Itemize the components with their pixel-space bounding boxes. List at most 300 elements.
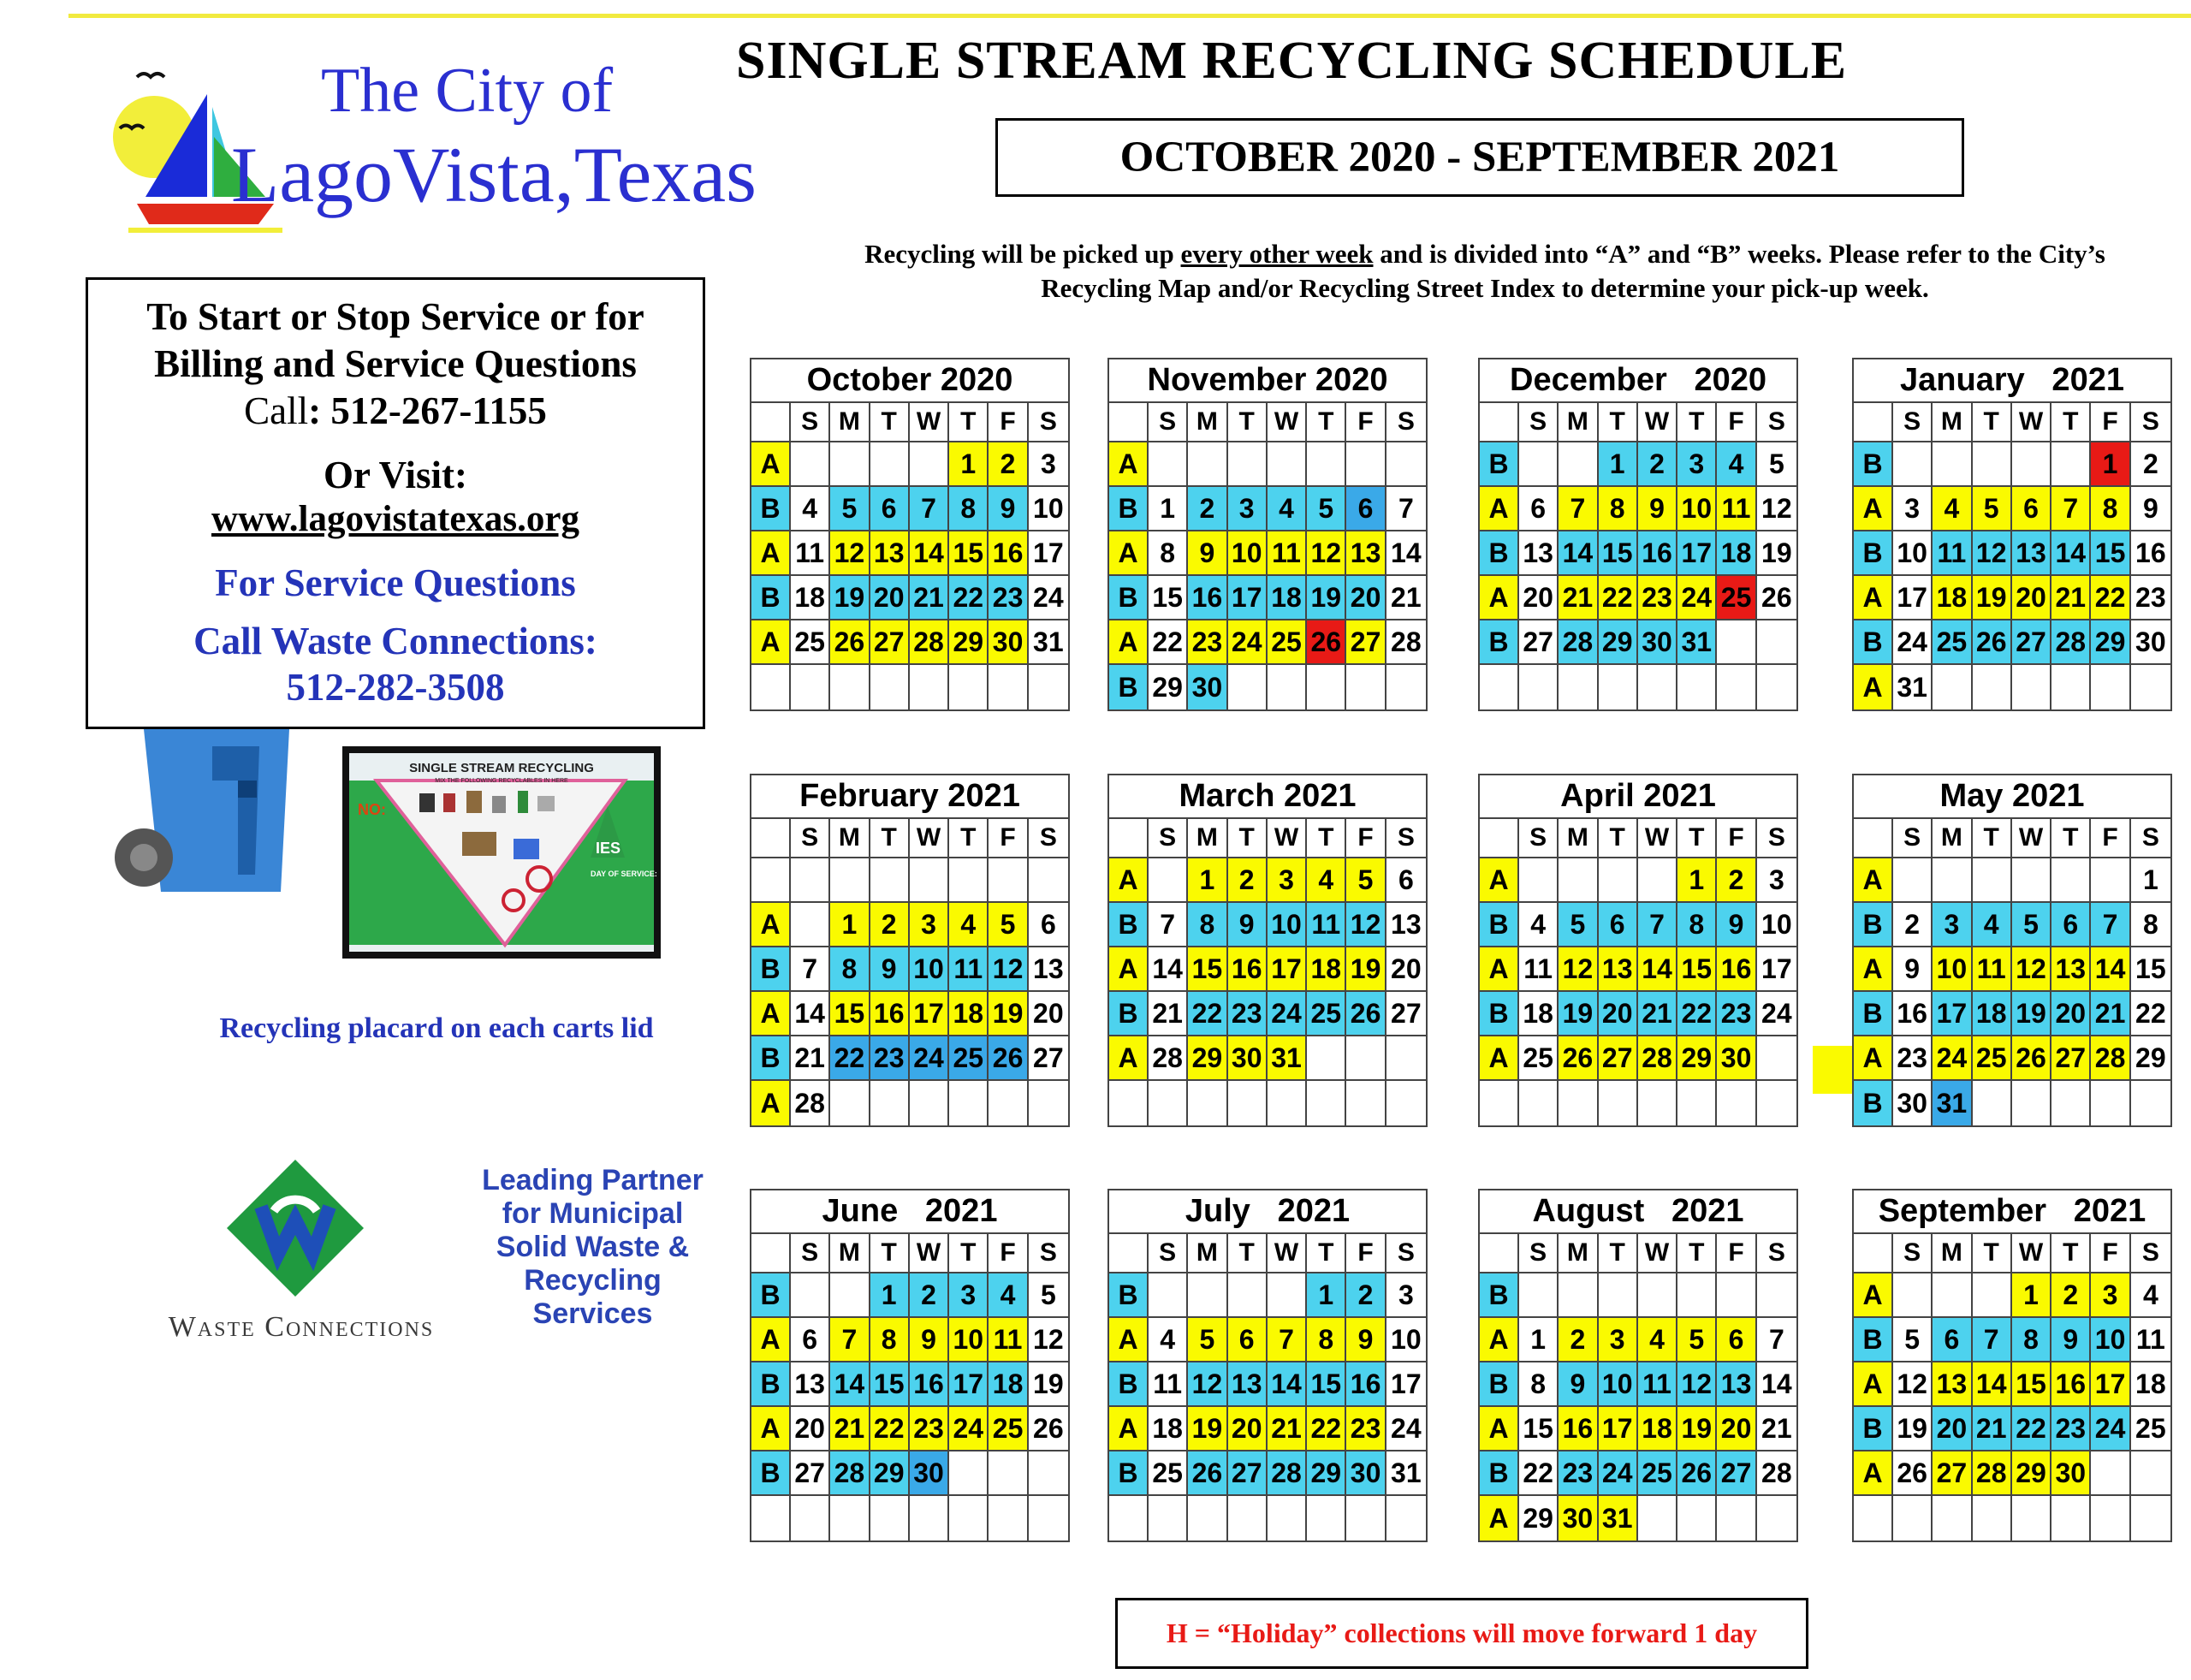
- logo-line1: The City of: [321, 56, 614, 126]
- day-cell: 3: [2091, 1273, 2130, 1318]
- weekday-header: S: [1519, 1234, 1559, 1273]
- day-cell: 31: [1386, 1451, 1426, 1496]
- placard-day-of-service: DAY OF SERVICE:: [591, 870, 657, 878]
- day-cell: [1638, 858, 1677, 903]
- day-cell: 10: [1029, 487, 1068, 531]
- day-cell: 24: [1677, 576, 1717, 620]
- day-cell: 17: [1268, 947, 1307, 992]
- weekday-header: S: [1386, 403, 1426, 442]
- day-cell: 28: [1268, 1451, 1307, 1496]
- day-cell: 3: [1386, 1273, 1426, 1318]
- month-title: October 2020: [751, 359, 1068, 403]
- weekday-header: F: [1717, 403, 1756, 442]
- day-cell: 28: [910, 620, 949, 665]
- week-label: B: [1854, 531, 1893, 576]
- day-cell: 9: [1893, 947, 1933, 992]
- day-cell: [1717, 620, 1756, 665]
- day-cell: 1: [1599, 442, 1638, 487]
- day-cell: [949, 858, 989, 903]
- placard-caption: Recycling placard on each carts lid: [219, 1012, 654, 1044]
- month-title: November 2020: [1109, 359, 1426, 403]
- week-label: B: [1109, 903, 1149, 947]
- day-cell: 15: [2012, 1362, 2051, 1407]
- day-cell: 25: [1933, 620, 1972, 665]
- day-cell: 26: [830, 620, 870, 665]
- waste-connections-logo: [227, 1160, 364, 1297]
- day-cell: [1386, 1496, 1426, 1540]
- day-cell: 23: [1638, 576, 1677, 620]
- day-cell: 6: [2012, 487, 2051, 531]
- day-cell: 17: [1228, 576, 1268, 620]
- week-label: B: [751, 1451, 791, 1496]
- weekday-header: S: [1386, 1234, 1426, 1273]
- day-cell: 16: [1188, 576, 1227, 620]
- weekday-header: T: [1599, 1234, 1638, 1273]
- day-cell: 21: [1973, 1407, 2012, 1451]
- day-cell: 27: [1346, 620, 1386, 665]
- day-cell: 30: [2131, 620, 2170, 665]
- day-cell: 2: [2131, 442, 2170, 487]
- day-cell: [1893, 1496, 1933, 1540]
- day-cell: 4: [1519, 903, 1559, 947]
- day-cell: 23: [2131, 576, 2170, 620]
- day-cell: [1029, 665, 1068, 709]
- day-cell: 13: [1228, 1362, 1268, 1407]
- weekday-header: T: [949, 1234, 989, 1273]
- day-cell: [1757, 665, 1796, 709]
- day-cell: [1677, 1496, 1717, 1540]
- day-cell: 13: [1717, 1362, 1756, 1407]
- month-title: March 2021: [1109, 775, 1426, 819]
- day-cell: 27: [1029, 1036, 1068, 1081]
- day-cell: [1973, 1273, 2012, 1318]
- day-cell: 30: [910, 1451, 949, 1496]
- day-cell: 15: [2131, 947, 2170, 992]
- week-label: B: [1480, 442, 1519, 487]
- weekday-header: M: [1559, 403, 1598, 442]
- day-cell: 28: [2091, 1036, 2130, 1081]
- day-cell: 28: [1559, 620, 1598, 665]
- day-cell: 22: [1149, 620, 1188, 665]
- day-cell: 10: [1268, 903, 1307, 947]
- day-cell: [1188, 1081, 1227, 1125]
- day-cell: 11: [1638, 1362, 1677, 1407]
- day-cell: 9: [2131, 487, 2170, 531]
- weekday-header: M: [1188, 403, 1227, 442]
- holiday-day-cell: 25: [1717, 576, 1756, 620]
- day-cell: 16: [989, 531, 1028, 576]
- weekday-header: S: [1386, 819, 1426, 858]
- day-cell: 13: [1386, 903, 1426, 947]
- day-cell: 30: [1228, 1036, 1268, 1081]
- day-cell: 21: [2051, 576, 2091, 620]
- weekday-header: M: [1933, 403, 1972, 442]
- day-cell: 9: [1228, 903, 1268, 947]
- day-cell: 20: [1029, 992, 1068, 1036]
- weekday-header: W: [2012, 403, 2051, 442]
- weekday-header: S: [1757, 1234, 1796, 1273]
- week-label: [1854, 1496, 1893, 1540]
- day-cell: [791, 903, 830, 947]
- day-cell: 30: [1638, 620, 1677, 665]
- day-cell: 20: [1599, 992, 1638, 1036]
- day-cell: [870, 665, 910, 709]
- partner-line: Solid Waste &: [496, 1231, 690, 1263]
- day-cell: [2131, 665, 2170, 709]
- day-cell: [1677, 665, 1717, 709]
- day-cell: 29: [1307, 1451, 1346, 1496]
- week-label: A: [1480, 1036, 1519, 1081]
- month-title: June 2021: [751, 1190, 1068, 1234]
- week-label: B: [1480, 531, 1519, 576]
- day-cell: 16: [2131, 531, 2170, 576]
- day-cell: 12: [1757, 487, 1796, 531]
- day-cell: [2091, 1451, 2130, 1496]
- week-label: B: [1854, 442, 1893, 487]
- weekday-header: W: [1268, 1234, 1307, 1273]
- day-cell: 16: [1893, 992, 1933, 1036]
- day-cell: [949, 1496, 989, 1540]
- day-cell: 10: [1677, 487, 1717, 531]
- day-cell: 26: [1893, 1451, 1933, 1496]
- day-cell: 9: [1638, 487, 1677, 531]
- day-cell: 14: [2051, 531, 2091, 576]
- day-cell: 2: [1228, 858, 1268, 903]
- day-cell: 30: [989, 620, 1028, 665]
- month-title: September 2021: [1854, 1190, 2170, 1234]
- day-cell: 7: [1386, 487, 1426, 531]
- weekday-header: W: [910, 819, 949, 858]
- weekday-header: S: [791, 819, 830, 858]
- week-label: A: [1854, 1273, 1893, 1318]
- day-cell: [1346, 665, 1386, 709]
- day-cell: [791, 1496, 830, 1540]
- day-cell: [2091, 665, 2130, 709]
- month-calendar: [1107, 1189, 1428, 1542]
- day-cell: [791, 1273, 830, 1318]
- day-cell: 9: [989, 487, 1028, 531]
- day-cell: [1029, 858, 1068, 903]
- contact-box: [86, 277, 705, 729]
- holiday-day-cell: 1: [2091, 442, 2130, 487]
- day-cell: [1188, 1273, 1227, 1318]
- day-cell: 18: [791, 576, 830, 620]
- weekday-header: T: [1973, 403, 2012, 442]
- weekday-header: T: [1677, 403, 1717, 442]
- week-label: A: [1480, 858, 1519, 903]
- week-label: B: [1109, 992, 1149, 1036]
- day-cell: 4: [2131, 1273, 2170, 1318]
- day-cell: 18: [949, 992, 989, 1036]
- day-cell: 12: [1307, 531, 1346, 576]
- day-cell: [1559, 1273, 1598, 1318]
- week-header-cell: [1854, 403, 1893, 442]
- week-label: A: [1109, 1318, 1149, 1362]
- day-cell: 3: [1933, 903, 1972, 947]
- month-calendar: [750, 1189, 1070, 1542]
- weekday-header: W: [1638, 1234, 1677, 1273]
- day-cell: 10: [1599, 1362, 1638, 1407]
- weekday-header: F: [2091, 1234, 2130, 1273]
- week-label: B: [751, 576, 791, 620]
- day-cell: 20: [870, 576, 910, 620]
- month-title: August 2021: [1480, 1190, 1796, 1234]
- city-logo: [111, 43, 757, 240]
- month-calendar: [1107, 774, 1428, 1127]
- day-cell: 27: [1228, 1451, 1268, 1496]
- week-label: A: [751, 620, 791, 665]
- day-cell: 7: [1149, 903, 1188, 947]
- day-cell: 10: [949, 1318, 989, 1362]
- day-cell: 9: [2051, 1318, 2091, 1362]
- day-cell: 10: [1228, 531, 1268, 576]
- week-label: B: [751, 1362, 791, 1407]
- week-label: B: [1854, 1318, 1893, 1362]
- day-cell: 19: [1346, 947, 1386, 992]
- week-label: B: [751, 1036, 791, 1081]
- day-cell: 5: [1757, 442, 1796, 487]
- day-cell: 14: [791, 992, 830, 1036]
- day-cell: 22: [2091, 576, 2130, 620]
- day-cell: 27: [1599, 1036, 1638, 1081]
- day-cell: [1519, 665, 1559, 709]
- day-cell: 17: [1677, 531, 1717, 576]
- week-a-marker: [1813, 1046, 1852, 1094]
- week-label: B: [1854, 620, 1893, 665]
- day-cell: 16: [1638, 531, 1677, 576]
- day-cell: [1717, 665, 1756, 709]
- day-cell: [1307, 442, 1346, 487]
- day-cell: 4: [1933, 487, 1972, 531]
- month-title: December 2020: [1480, 359, 1796, 403]
- day-cell: 15: [1188, 947, 1227, 992]
- day-cell: 30: [1188, 665, 1227, 709]
- weekday-header: S: [1149, 1234, 1188, 1273]
- day-cell: 18: [1307, 947, 1346, 992]
- weekday-header: F: [2091, 819, 2130, 858]
- day-cell: 23: [1717, 992, 1756, 1036]
- recycling-placard-image: [342, 746, 661, 959]
- week-label: A: [751, 1407, 791, 1451]
- day-cell: [1188, 442, 1227, 487]
- day-cell: [1717, 1496, 1756, 1540]
- day-cell: [1029, 1081, 1068, 1125]
- page-title: SINGLE STREAM RECYCLING SCHEDULE: [736, 32, 1848, 90]
- day-cell: 3: [1029, 442, 1068, 487]
- weekday-header: T: [1307, 819, 1346, 858]
- day-cell: 6: [791, 1318, 830, 1362]
- week-header-cell: [1109, 819, 1149, 858]
- day-cell: [1519, 1081, 1559, 1125]
- day-cell: 8: [2091, 487, 2130, 531]
- day-cell: 21: [830, 1407, 870, 1451]
- day-cell: 17: [949, 1362, 989, 1407]
- day-cell: [2051, 442, 2091, 487]
- day-cell: [1638, 1081, 1677, 1125]
- day-cell: 8: [1149, 531, 1188, 576]
- day-cell: 12: [1346, 903, 1386, 947]
- day-cell: 17: [910, 992, 949, 1036]
- day-cell: [1717, 1273, 1756, 1318]
- day-cell: 19: [1757, 531, 1796, 576]
- day-cell: 8: [1599, 487, 1638, 531]
- day-cell: 19: [1893, 1407, 1933, 1451]
- week-header-cell: [1854, 1234, 1893, 1273]
- weekday-header: T: [1599, 819, 1638, 858]
- day-cell: 4: [989, 1273, 1028, 1318]
- weekday-header: T: [870, 819, 910, 858]
- day-cell: 3: [1228, 487, 1268, 531]
- day-cell: [870, 1496, 910, 1540]
- week-label: [1109, 1496, 1149, 1540]
- day-cell: 8: [949, 487, 989, 531]
- day-cell: 31: [1893, 665, 1933, 709]
- day-cell: 12: [989, 947, 1028, 992]
- day-cell: 20: [1519, 576, 1559, 620]
- day-cell: 24: [1933, 1036, 1972, 1081]
- day-cell: 18: [1638, 1407, 1677, 1451]
- weekday-header: S: [1029, 819, 1068, 858]
- contact-line2: Billing and Service Questions: [154, 342, 637, 385]
- day-cell: 22: [830, 1036, 870, 1081]
- week-header-cell: [1480, 403, 1519, 442]
- day-cell: 12: [1973, 531, 2012, 576]
- day-cell: 5: [1677, 1318, 1717, 1362]
- day-cell: [2131, 1496, 2170, 1540]
- weekday-header: T: [1973, 819, 2012, 858]
- week-label: [1109, 1081, 1149, 1125]
- day-cell: [1599, 1273, 1638, 1318]
- call-label: Call: [244, 389, 309, 432]
- day-cell: 15: [1599, 531, 1638, 576]
- day-cell: [1973, 1081, 2012, 1125]
- weekday-header: S: [791, 403, 830, 442]
- call-waste-connections-label: Call Waste Connections:: [193, 620, 597, 662]
- day-cell: [1599, 858, 1638, 903]
- day-cell: 22: [2012, 1407, 2051, 1451]
- weekday-header: S: [791, 1234, 830, 1273]
- day-cell: [1677, 1081, 1717, 1125]
- day-cell: 11: [1268, 531, 1307, 576]
- day-cell: 17: [1386, 1362, 1426, 1407]
- day-cell: 19: [989, 992, 1028, 1036]
- day-cell: 6: [1228, 1318, 1268, 1362]
- month-title: January 2021: [1854, 359, 2170, 403]
- week-label: A: [1854, 487, 1893, 531]
- day-cell: 2: [1893, 903, 1933, 947]
- day-cell: 26: [1029, 1407, 1068, 1451]
- day-cell: [1149, 858, 1188, 903]
- day-cell: 24: [2091, 1407, 2130, 1451]
- city-website-link[interactable]: www.lagovistatexas.org: [211, 499, 579, 539]
- day-cell: 7: [1559, 487, 1598, 531]
- day-cell: 16: [1559, 1407, 1598, 1451]
- day-cell: 31: [1933, 1081, 1972, 1125]
- day-cell: 23: [870, 1036, 910, 1081]
- week-label: B: [1854, 1407, 1893, 1451]
- day-cell: 8: [1677, 903, 1717, 947]
- week-label: [751, 858, 791, 903]
- day-cell: 27: [870, 620, 910, 665]
- weekday-header: T: [1677, 1234, 1717, 1273]
- day-cell: 26: [989, 1036, 1028, 1081]
- day-cell: [1757, 620, 1796, 665]
- weekday-header: M: [1188, 819, 1227, 858]
- day-cell: [1757, 1496, 1796, 1540]
- week-label: A: [1480, 1496, 1519, 1540]
- day-cell: 24: [1268, 992, 1307, 1036]
- day-cell: 22: [1599, 576, 1638, 620]
- day-cell: 21: [2091, 992, 2130, 1036]
- week-label: A: [1480, 1407, 1519, 1451]
- day-cell: [1519, 442, 1559, 487]
- day-cell: 29: [1677, 1036, 1717, 1081]
- day-cell: 10: [1893, 531, 1933, 576]
- week-header-cell: [1109, 1234, 1149, 1273]
- day-cell: [989, 665, 1028, 709]
- weekday-header: F: [1346, 403, 1386, 442]
- week-label: A: [1854, 665, 1893, 709]
- day-cell: 25: [1973, 1036, 2012, 1081]
- top-rule: [68, 14, 2191, 18]
- day-cell: 10: [1386, 1318, 1426, 1362]
- day-cell: 20: [791, 1407, 830, 1451]
- day-cell: [830, 665, 870, 709]
- week-label: B: [1480, 1273, 1519, 1318]
- intro-text: [839, 237, 2131, 306]
- weekday-header: T: [1599, 403, 1638, 442]
- month-calendar: [1107, 358, 1428, 711]
- day-cell: [1029, 1451, 1068, 1496]
- week-label: A: [1854, 1362, 1893, 1407]
- month-calendar: [1478, 1189, 1798, 1542]
- weekday-header: S: [1757, 403, 1796, 442]
- day-cell: 2: [1717, 858, 1756, 903]
- day-cell: 29: [1149, 665, 1188, 709]
- day-cell: 27: [1519, 620, 1559, 665]
- day-cell: 8: [1307, 1318, 1346, 1362]
- weekday-header: W: [1638, 403, 1677, 442]
- day-cell: 13: [2012, 531, 2051, 576]
- day-cell: 23: [1228, 992, 1268, 1036]
- weekday-header: S: [1757, 819, 1796, 858]
- weekday-header: T: [949, 819, 989, 858]
- day-cell: 31: [1029, 620, 1068, 665]
- day-cell: [1149, 1273, 1188, 1318]
- weekday-header: S: [1893, 819, 1933, 858]
- day-cell: 7: [830, 1318, 870, 1362]
- weekday-header: M: [1933, 1234, 1972, 1273]
- day-cell: 14: [1638, 947, 1677, 992]
- day-cell: [1638, 665, 1677, 709]
- day-cell: 5: [1346, 858, 1386, 903]
- day-cell: 6: [2051, 903, 2091, 947]
- day-cell: 26: [1757, 576, 1796, 620]
- day-cell: 1: [830, 903, 870, 947]
- day-cell: 19: [1188, 1407, 1227, 1451]
- weekday-header: M: [1188, 1234, 1227, 1273]
- week-label: B: [1109, 576, 1149, 620]
- weekday-header: M: [1933, 819, 1972, 858]
- day-cell: 23: [910, 1407, 949, 1451]
- day-cell: 25: [1307, 992, 1346, 1036]
- holiday-note: H = “Holiday” collections will move forward 1 day: [1115, 1598, 1808, 1669]
- day-cell: [1973, 665, 2012, 709]
- day-cell: 22: [1677, 992, 1717, 1036]
- day-cell: [2091, 1081, 2130, 1125]
- week-label: B: [1480, 1451, 1519, 1496]
- day-cell: 21: [1757, 1407, 1796, 1451]
